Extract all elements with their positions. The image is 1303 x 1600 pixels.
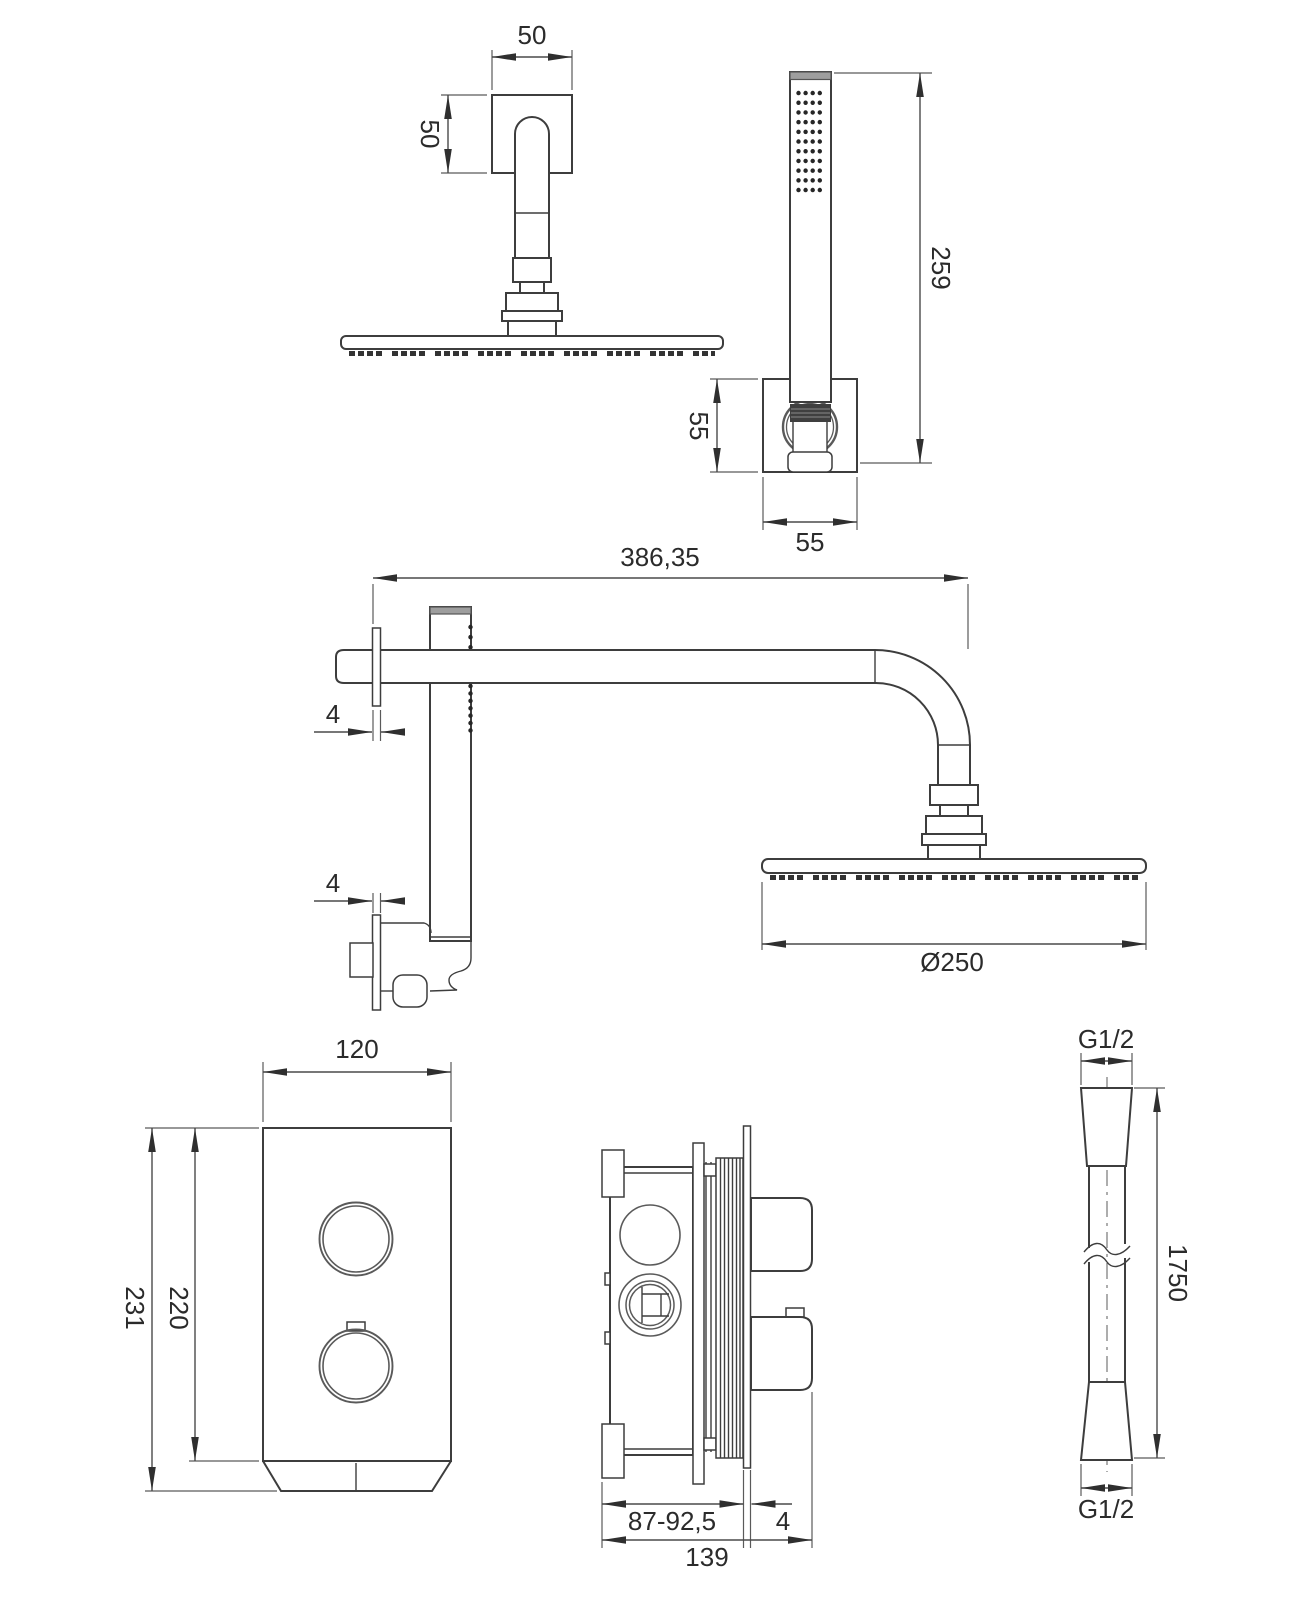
dim-label: G1/2: [1077, 1494, 1135, 1524]
dim-hose-length: [1134, 1088, 1193, 1458]
dim-label: Ø250: [920, 947, 984, 977]
dim-label: 139: [685, 1542, 729, 1572]
hand-shower-cap: [790, 72, 831, 80]
dim-escutcheon-height: [415, 95, 487, 173]
body-clip-upper: [605, 1273, 610, 1285]
dim-label: 1750: [1163, 1244, 1193, 1302]
dim-head-diameter: [762, 882, 1146, 977]
view-mixer-side: [602, 1126, 812, 1572]
dim-label: 231: [120, 1286, 150, 1330]
head-connector-side: [922, 785, 986, 859]
dim-label: 87-92,5: [627, 1506, 717, 1536]
view-arm-side: [314, 542, 1146, 1010]
dim-bracket-height: [684, 379, 758, 472]
body-clip-lower: [605, 1332, 610, 1344]
dim-label: G1/2: [1077, 1024, 1135, 1054]
dim-plate-thickness: [751, 1470, 793, 1548]
holder-knob: [393, 975, 427, 1007]
dim-label: 50: [517, 20, 547, 50]
dim-lower-flange-thickness: [314, 868, 404, 913]
valve-rail: [693, 1143, 704, 1484]
hand-shower-cap-side: [430, 607, 471, 614]
head-connector: [502, 258, 562, 336]
hand-shower-body: [790, 72, 831, 402]
valve-knob-top: [751, 1198, 812, 1271]
hose-fitting-top: [1081, 1088, 1132, 1166]
dim-total-height: [120, 1128, 277, 1491]
dim-label: 120: [335, 1034, 379, 1064]
view-hose: [1078, 1024, 1193, 1524]
dim-plate-width: [263, 1034, 451, 1122]
control-plate: [263, 1128, 451, 1461]
mounting-tab-top: [602, 1150, 624, 1197]
wall-flange-upper: [373, 628, 381, 706]
dim-label: 220: [164, 1286, 194, 1330]
dim-thread-bottom: [1078, 1464, 1134, 1524]
valve-knob-bottom: [751, 1317, 812, 1390]
dim-bracket-width: [763, 477, 857, 557]
dim-thread-top: [1078, 1024, 1134, 1085]
dim-label: 55: [795, 527, 825, 557]
view-overhead-front: [341, 20, 723, 354]
valve-knob-index-tab: [786, 1308, 804, 1317]
ceiling-arm-tube: [515, 117, 549, 258]
shower-head-disc: [341, 336, 723, 349]
dim-upper-flange-thickness: [314, 699, 404, 741]
dim-label: 55: [684, 411, 714, 441]
dim-label: 4: [775, 1506, 791, 1536]
dim-label: 259: [926, 246, 956, 290]
holder-wall-block: [350, 943, 373, 977]
dim-label: 4: [325, 868, 341, 898]
plate-chamfer: [263, 1461, 451, 1491]
dim-label: 386,35: [620, 542, 700, 572]
hose-coupling: [788, 452, 832, 472]
valve-front-plate: [744, 1126, 751, 1468]
hose-fitting-bottom: [1081, 1382, 1132, 1460]
dim-label: 50: [415, 119, 445, 149]
dim-recess-depth: [602, 1470, 744, 1548]
view-hand-shower-front: [684, 72, 956, 557]
mounting-tab-bottom: [602, 1424, 624, 1478]
dim-escutcheon-width: [492, 20, 572, 90]
dim-plate-height: [164, 1128, 259, 1461]
shower-head-disc-side: [762, 859, 1146, 873]
dim-label: 4: [325, 699, 341, 729]
view-mixer-front: [120, 1034, 451, 1491]
valve-threads: [716, 1158, 743, 1458]
